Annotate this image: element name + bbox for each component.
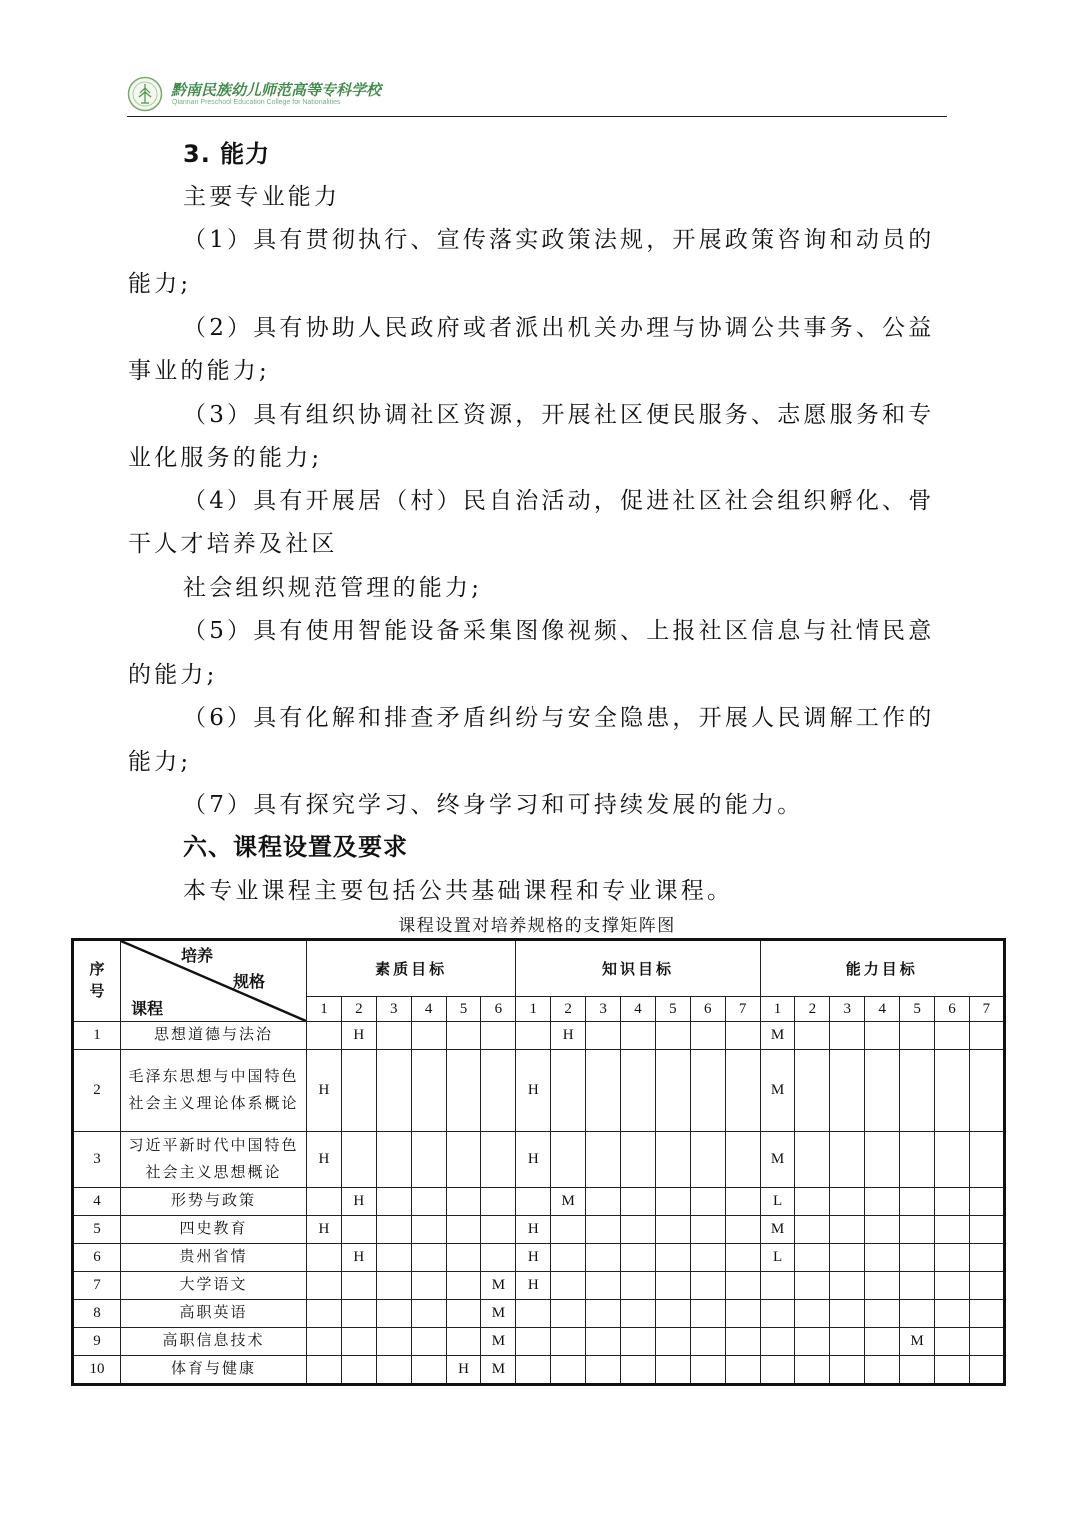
support-level-cell [795,1300,830,1328]
support-level-cell [586,1356,621,1385]
paragraph-line: （1）具有贯彻执行、宣传落实政策法规，开展政策咨询和动员的 [183,227,935,253]
support-level-cell: H [516,1216,551,1244]
support-level-cell [341,1050,376,1132]
table-row [73,1188,1005,1216]
table-row [73,1132,1005,1188]
diag-label-mid: 规格 [233,972,266,991]
paragraph-line: 能力; [128,271,192,297]
support-level-cell [551,1132,586,1188]
support-level-cell: L [760,1188,795,1216]
support-level-cell [411,1188,446,1216]
support-level-cell [900,1300,935,1328]
paragraph-line: （3）具有组织协调社区资源，开展社区便民服务、志愿服务和专 [183,402,935,428]
support-level-cell [446,1328,481,1356]
support-level-cell [655,1216,690,1244]
support-level-cell: H [446,1356,481,1385]
support-level-cell [551,1244,586,1272]
table-row [73,1356,1005,1385]
support-level-cell [760,1328,795,1356]
row-course: 习近平新时代中国特色社会主义思想概论 [121,1132,307,1188]
header-divider [127,116,947,117]
section-heading: 3. 能力 [183,140,271,168]
support-level-cell [586,1272,621,1300]
support-level-cell [900,1188,935,1216]
support-level-cell [935,1300,970,1328]
support-level-cell: H [341,1188,376,1216]
support-level-cell [446,1272,481,1300]
support-level-cell [376,1328,411,1356]
row-seq: 4 [73,1188,121,1216]
support-level-cell [621,1050,656,1132]
support-level-cell [690,1272,725,1300]
paragraph-line: 能力; [128,749,192,775]
support-level-cell [865,1328,900,1356]
goal-column-header: 7 [725,997,760,1022]
goal-column-header: 7 [969,997,1004,1022]
paragraph-line: （7）具有探究学习、终身学习和可持续发展的能力。 [183,792,804,818]
support-level-cell [376,1188,411,1216]
support-level-cell [900,1272,935,1300]
school-emblem-icon [127,76,163,112]
support-level-cell [307,1356,342,1385]
support-level-cell [865,1356,900,1385]
support-level-cell: H [341,1022,376,1050]
support-level-cell [969,1356,1004,1385]
goal-column-header: 6 [935,997,970,1022]
support-level-cell [376,1300,411,1328]
diag-label-top: 培养 [181,946,214,965]
support-level-cell [725,1050,760,1132]
support-level-cell [481,1244,516,1272]
paragraph-line: （2）具有协助人民政府或者派出机关办理与协调公共事务、公益 [183,315,935,341]
row-course: 四史教育 [121,1216,307,1244]
support-level-cell [411,1216,446,1244]
support-level-cell [655,1188,690,1216]
row-seq: 8 [73,1300,121,1328]
support-level-cell [795,1244,830,1272]
support-level-cell: M [900,1328,935,1356]
goal-column-header: 6 [690,997,725,1022]
support-level-cell: H [516,1050,551,1132]
support-level-cell [341,1328,376,1356]
support-level-cell [307,1244,342,1272]
support-level-cell [341,1356,376,1385]
goal-column-header: 2 [795,997,830,1022]
support-level-cell [516,1300,551,1328]
support-level-cell [551,1328,586,1356]
support-level-cell [307,1188,342,1216]
support-level-cell [969,1188,1004,1216]
paragraph-line: （6）具有化解和排查矛盾纠纷与安全隐患，开展人民调解工作的 [183,705,935,731]
row-seq: 3 [73,1132,121,1188]
support-level-cell [411,1132,446,1188]
support-matrix-table [71,938,1006,1386]
table-row [73,1022,1005,1050]
support-level-cell [830,1244,865,1272]
support-level-cell [865,1272,900,1300]
support-level-cell [935,1356,970,1385]
support-level-cell [725,1300,760,1328]
support-level-cell [376,1216,411,1244]
row-course: 形势与政策 [121,1188,307,1216]
support-level-cell [969,1300,1004,1328]
goal-column-header: 1 [307,997,342,1022]
support-level-cell [411,1272,446,1300]
support-level-cell [481,1022,516,1050]
support-level-cell: H [516,1132,551,1188]
goal-column-header: 3 [376,997,411,1022]
goal-column-header: 2 [551,997,586,1022]
goal-column-header: 4 [411,997,446,1022]
support-level-cell: H [516,1244,551,1272]
support-level-cell: M [481,1356,516,1385]
support-level-cell [551,1272,586,1300]
table-row [73,1244,1005,1272]
chapter-heading: 六、课程设置及要求 [183,833,408,861]
paragraph-line: 业化服务的能力; [128,445,323,471]
support-level-cell [376,1022,411,1050]
support-level-cell [586,1328,621,1356]
support-level-cell [795,1272,830,1300]
support-level-cell [376,1050,411,1132]
support-level-cell [307,1328,342,1356]
support-level-cell [935,1216,970,1244]
support-level-cell [690,1188,725,1216]
support-level-cell [551,1050,586,1132]
paragraph-line: 干人才培养及社区 [128,531,338,557]
support-level-cell [900,1244,935,1272]
support-level-cell [760,1356,795,1385]
group-ability-goals: 能力目标 [760,940,1004,997]
support-level-cell [655,1272,690,1300]
support-level-cell [690,1216,725,1244]
paragraph-line: （4）具有开展居（村）民自治活动，促进社区社会组织孵化、骨 [183,488,935,514]
support-level-cell [655,1022,690,1050]
support-level-cell [830,1022,865,1050]
support-level-cell [830,1328,865,1356]
support-level-cell [690,1050,725,1132]
row-course: 大学语文 [121,1272,307,1300]
goal-column-header: 1 [516,997,551,1022]
support-level-cell [900,1022,935,1050]
support-level-cell [655,1050,690,1132]
support-level-cell [795,1328,830,1356]
diag-label-bottom: 课程 [131,999,164,1018]
support-level-cell [621,1272,656,1300]
table-row [73,1328,1005,1356]
row-course: 高职英语 [121,1300,307,1328]
support-level-cell [865,1188,900,1216]
table-caption: 课程设置对培养规格的支撑矩阵图 [398,916,676,936]
support-level-cell [969,1050,1004,1132]
support-level-cell [307,1022,342,1050]
support-level-cell [376,1244,411,1272]
paragraph-line: 社会组织规范管理的能力; [183,575,483,601]
page-header [127,74,947,116]
support-level-cell [621,1188,656,1216]
support-level-cell: M [760,1132,795,1188]
support-level-cell [655,1328,690,1356]
row-seq: 2 [73,1050,121,1132]
support-level-cell [446,1188,481,1216]
group-quality-goals: 素质目标 [307,940,516,997]
support-level-cell [969,1022,1004,1050]
support-level-cell: H [551,1022,586,1050]
support-level-cell [586,1132,621,1188]
support-level-cell [446,1244,481,1272]
support-level-cell [830,1132,865,1188]
paragraph-line: 的能力; [128,662,218,688]
row-course: 贵州省情 [121,1244,307,1272]
support-level-cell: M [760,1022,795,1050]
support-level-cell [795,1022,830,1050]
support-level-cell [551,1216,586,1244]
support-level-cell [969,1244,1004,1272]
support-level-cell: M [481,1328,516,1356]
support-level-cell [795,1356,830,1385]
support-level-cell [481,1188,516,1216]
table-header-row [73,940,1005,997]
seq-header-text: 序 号 [89,962,105,1000]
support-level-cell [621,1022,656,1050]
support-level-cell [341,1132,376,1188]
support-level-cell [969,1132,1004,1188]
support-level-cell [725,1216,760,1244]
support-level-cell [621,1300,656,1328]
support-level-cell [411,1022,446,1050]
goal-column-header: 4 [621,997,656,1022]
support-level-cell: H [307,1050,342,1132]
paragraph-line: （5）具有使用智能设备采集图像视频、上报社区信息与社情民意 [183,618,935,644]
support-level-cell [446,1300,481,1328]
support-level-cell: H [516,1272,551,1300]
support-level-cell [446,1132,481,1188]
support-level-cell [655,1300,690,1328]
support-level-cell [411,1050,446,1132]
table-row [73,1050,1005,1132]
support-level-cell [621,1132,656,1188]
support-level-cell: M [760,1050,795,1132]
support-level-cell [900,1216,935,1244]
support-level-cell [830,1356,865,1385]
support-level-cell [760,1300,795,1328]
support-level-cell [969,1328,1004,1356]
diagonal-header [121,940,307,1022]
support-level-cell [830,1300,865,1328]
support-level-cell [516,1356,551,1385]
goal-column-header: 6 [481,997,516,1022]
support-level-cell [725,1272,760,1300]
support-level-cell [935,1272,970,1300]
support-level-cell [621,1328,656,1356]
school-name-en: Qiannan Preschool Education College for Nationalities [172,99,341,106]
support-level-cell: H [307,1132,342,1188]
support-level-cell [655,1244,690,1272]
support-level-cell [376,1132,411,1188]
support-level-cell [725,1356,760,1385]
support-level-cell [900,1132,935,1188]
support-level-cell [586,1188,621,1216]
support-level-cell [621,1244,656,1272]
support-level-cell: M [760,1216,795,1244]
support-level-cell [725,1132,760,1188]
support-level-cell [376,1356,411,1385]
support-level-cell [969,1216,1004,1244]
support-level-cell [341,1300,376,1328]
support-level-cell [690,1300,725,1328]
support-level-cell: H [341,1244,376,1272]
support-level-cell [586,1244,621,1272]
row-seq: 9 [73,1328,121,1356]
support-level-cell [725,1188,760,1216]
support-level-cell [551,1300,586,1328]
support-level-cell [935,1244,970,1272]
table-row [73,1300,1005,1328]
school-name-cn: 黔南民族幼儿师范高等专科学校 [171,81,382,99]
chapter-intro: 本专业课程主要包括公共基础课程和专业课程。 [183,878,734,904]
support-level-cell [690,1328,725,1356]
goal-column-header: 5 [900,997,935,1022]
support-level-cell [586,1300,621,1328]
support-level-cell [446,1022,481,1050]
paragraph-line: 事业的能力; [128,358,270,384]
row-seq: 6 [73,1244,121,1272]
support-level-cell [481,1050,516,1132]
goal-column-header: 3 [830,997,865,1022]
support-level-cell [865,1300,900,1328]
support-level-cell [516,1188,551,1216]
table-row [73,1216,1005,1244]
support-level-cell: M [481,1300,516,1328]
support-level-cell [690,1132,725,1188]
support-level-cell [586,1216,621,1244]
support-level-cell [900,1050,935,1132]
support-level-cell [655,1132,690,1188]
support-level-cell [865,1050,900,1132]
goal-column-header: 2 [341,997,376,1022]
support-level-cell [690,1244,725,1272]
table-row [73,1272,1005,1300]
support-level-cell [935,1328,970,1356]
support-level-cell [690,1356,725,1385]
support-level-cell [830,1272,865,1300]
goal-column-header: 1 [760,997,795,1022]
support-level-cell [969,1272,1004,1300]
support-level-cell [411,1356,446,1385]
support-level-cell [795,1050,830,1132]
row-seq: 10 [73,1356,121,1385]
support-level-cell [411,1244,446,1272]
support-level-cell [725,1244,760,1272]
support-level-cell [935,1188,970,1216]
support-level-cell: L [760,1244,795,1272]
support-level-cell: H [307,1216,342,1244]
row-course: 体育与健康 [121,1356,307,1385]
support-level-cell [621,1356,656,1385]
row-seq: 7 [73,1272,121,1300]
goal-column-header: 5 [446,997,481,1022]
support-level-cell [481,1132,516,1188]
goal-column-header: 3 [586,997,621,1022]
support-level-cell [411,1300,446,1328]
support-level-cell [446,1050,481,1132]
support-level-cell [865,1244,900,1272]
support-level-cell [586,1022,621,1050]
row-course: 毛泽东思想与中国特色社会主义理论体系概论 [121,1050,307,1132]
support-level-cell [935,1132,970,1188]
support-level-cell [795,1216,830,1244]
support-level-cell [795,1132,830,1188]
group-knowledge-goals: 知识目标 [516,940,760,997]
support-level-cell [865,1216,900,1244]
support-level-cell [935,1050,970,1132]
support-level-cell [621,1216,656,1244]
support-level-cell [865,1132,900,1188]
support-level-cell [760,1272,795,1300]
support-level-cell [655,1356,690,1385]
support-level-cell [307,1272,342,1300]
support-level-cell [481,1216,516,1244]
support-level-cell [830,1216,865,1244]
goal-column-header: 4 [865,997,900,1022]
support-level-cell: M [551,1188,586,1216]
row-course: 高职信息技术 [121,1328,307,1356]
support-level-cell [690,1022,725,1050]
support-level-cell [725,1022,760,1050]
support-level-cell [341,1216,376,1244]
support-level-cell [935,1022,970,1050]
goal-column-header: 5 [655,997,690,1022]
support-level-cell: M [481,1272,516,1300]
row-seq: 5 [73,1216,121,1244]
support-level-cell [516,1328,551,1356]
support-level-cell [830,1050,865,1132]
support-level-cell [307,1300,342,1328]
seq-header [73,940,121,1022]
support-level-cell [341,1272,376,1300]
support-level-cell [795,1188,830,1216]
support-level-cell [865,1022,900,1050]
support-level-cell [411,1328,446,1356]
support-level-cell [516,1022,551,1050]
support-level-cell [900,1356,935,1385]
support-level-cell [725,1328,760,1356]
support-level-cell [446,1216,481,1244]
support-level-cell [586,1050,621,1132]
support-level-cell [830,1188,865,1216]
section-subheading: 主要专业能力 [183,184,341,210]
support-level-cell [551,1356,586,1385]
row-course: 思想道德与法治 [121,1022,307,1050]
row-seq: 1 [73,1022,121,1050]
support-level-cell [376,1272,411,1300]
